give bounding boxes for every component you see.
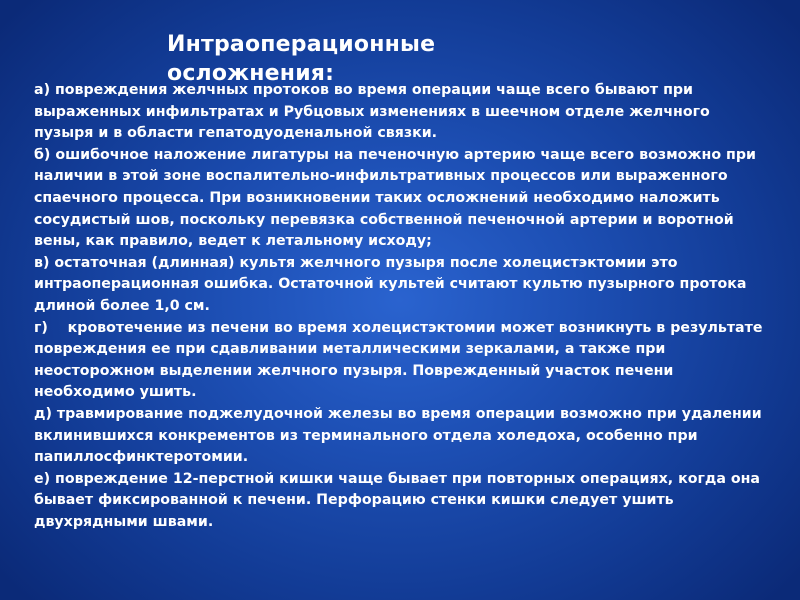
paragraph-d: д) травмирование поджелудочной железы во время операции возможно при удалении вклинившихся конкрементов из терминального отдела холедоха, особенно при папиллосфинктеротомии. <box>34 405 767 466</box>
paragraph-v: в) остаточная (длинная) культя желчного пузыря после холецистэктомии это интраоперационная ошибка. Остаточной культей считают культю пузырного протока длиной более 1,0 см. <box>34 254 752 314</box>
slide-body <box>34 80 774 533</box>
paragraph-e: е) повреждение 12-перстной кишки чаще бывает при повторных операциях, когда она бывает фиксированной к печени. Перфорацию стенки кишки следует ушить двухрядными швами. <box>34 470 765 530</box>
paragraph-a: а) повреждения желчных протоков во время операции чаще всего бывают при выраженных инфильтратах и Рубцовых изменениях в шеечном отделе желчного пузыря и в области гепатодуоденальной связки. <box>34 82 715 142</box>
paragraph-b: б) ошибочное наложение лигатуры на печеночную артерию чаще всего возможно при наличии в этой зоне воспалительно-инфильтративных процессов или выраженного спаечного процесса. При возникновении таких осложнений необходимо наложить сосудистый шов, поскольку перевязка собственной печеночной артерии и воротной вены, как правило, ведет к летальному исходу; <box>34 146 761 250</box>
slide-title: Интраоперационные осложнения: <box>167 32 436 86</box>
paragraph-g: г) кровотечение из печени во время холецистэктомии может возникнуть в результате повреждения ее при сдавливании металлическими зеркалами, а также при неосторожном выделении желчного пузыря. Поврежденный участок печени необходимо ушить. <box>34 319 768 401</box>
